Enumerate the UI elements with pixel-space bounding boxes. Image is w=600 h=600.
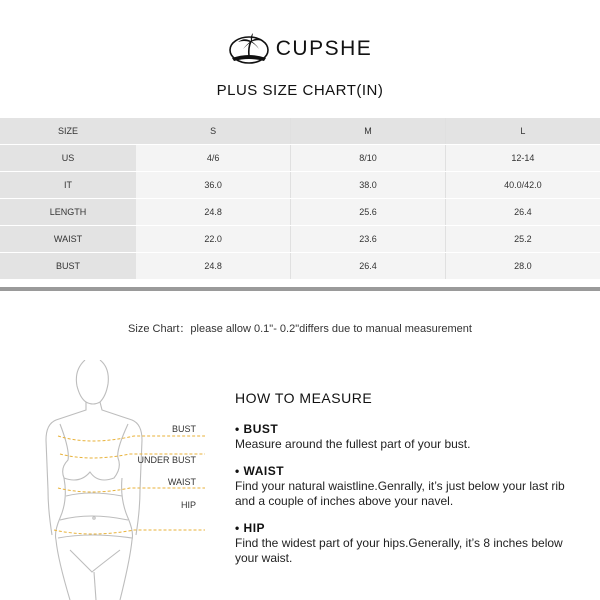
- size-chart-table: [0, 118, 600, 280]
- bust-label: BUST: [171, 424, 196, 434]
- table-cell: 4/6: [136, 145, 291, 172]
- table-cell: 38.0: [291, 172, 446, 199]
- measure-item-hip: • HIP Find the widest part of your hips.Generally, it’s 8 inches below your waist.: [235, 521, 580, 566]
- table-cell: 12-14: [445, 145, 600, 172]
- row-label: US: [0, 145, 136, 172]
- size-chart-title: PLUS SIZE CHART(IN): [216, 82, 384, 99]
- body-measurement-figure: [30, 360, 205, 600]
- bust-measure-line: [58, 436, 205, 441]
- body-outline-illustration: [46, 360, 142, 600]
- table-cell: 26.4: [291, 253, 446, 280]
- header-size-l: L: [445, 118, 600, 145]
- table-cell: 36.0: [136, 172, 291, 199]
- waist-label: WAIST: [167, 477, 196, 487]
- table-row-waist: [0, 226, 600, 253]
- hip-measure-line: [54, 530, 205, 534]
- measurement-tolerance-note: Size Chart：please allow 0.1"- 0.2"differs due to manual measurement: [128, 323, 472, 335]
- brand-header: [0, 32, 600, 66]
- table-row-bust: [0, 253, 600, 280]
- hip-label: HIP: [180, 500, 196, 510]
- table-cell: 23.6: [291, 226, 446, 253]
- how-to-measure-section: [235, 390, 580, 578]
- measure-item-bust: • BUST Measure around the fullest part of your bust.: [235, 422, 580, 452]
- table-row-us: [0, 145, 600, 172]
- row-label: IT: [0, 172, 136, 199]
- row-label: WAIST: [0, 226, 136, 253]
- header-size-s: S: [136, 118, 291, 145]
- table-cell: 28.0: [445, 253, 600, 280]
- table-bottom-divider: [0, 287, 600, 291]
- table-cell: 22.0: [136, 226, 291, 253]
- table-cell: 25.6: [291, 199, 446, 226]
- header-label: SIZE: [0, 118, 136, 145]
- table-cell: 24.8: [136, 253, 291, 280]
- row-label: LENGTH: [0, 199, 136, 226]
- table-cell: 26.4: [445, 199, 600, 226]
- measure-description: Measure around the fullest part of your bust.: [235, 437, 471, 451]
- row-label: BUST: [0, 253, 136, 280]
- table-header-row: [0, 118, 600, 145]
- table-row-it: [0, 172, 600, 199]
- header-size-m: M: [291, 118, 446, 145]
- measure-description: Find the widest part of your hips.Generally, it’s 8 inches below your waist.: [235, 536, 563, 565]
- measure-description: Find your natural waistline.Genrally, it’s just below your last rib and a couple of inches above your navel.: [235, 479, 565, 508]
- table-cell: 24.8: [136, 199, 291, 226]
- measure-item-waist: • WAIST Find your natural waistline.Genrally, it’s just below your last rib and a couple of inches above your navel.: [235, 464, 580, 509]
- how-to-measure-title: HOW TO MEASURE: [235, 390, 373, 406]
- table-row-length: [0, 199, 600, 226]
- table-cell: 40.0/42.0: [445, 172, 600, 199]
- table-cell: 8/10: [291, 145, 446, 172]
- brand-name: CUPSHE: [275, 37, 373, 60]
- under-bust-label: UNDER BUST: [137, 455, 196, 465]
- measure-name: WAIST: [243, 464, 285, 478]
- measure-name: BUST: [243, 422, 279, 436]
- measure-name: HIP: [243, 521, 266, 535]
- table-cell: 25.2: [445, 226, 600, 253]
- waist-measure-line: [58, 488, 205, 492]
- palm-island-logo-icon: [228, 32, 270, 66]
